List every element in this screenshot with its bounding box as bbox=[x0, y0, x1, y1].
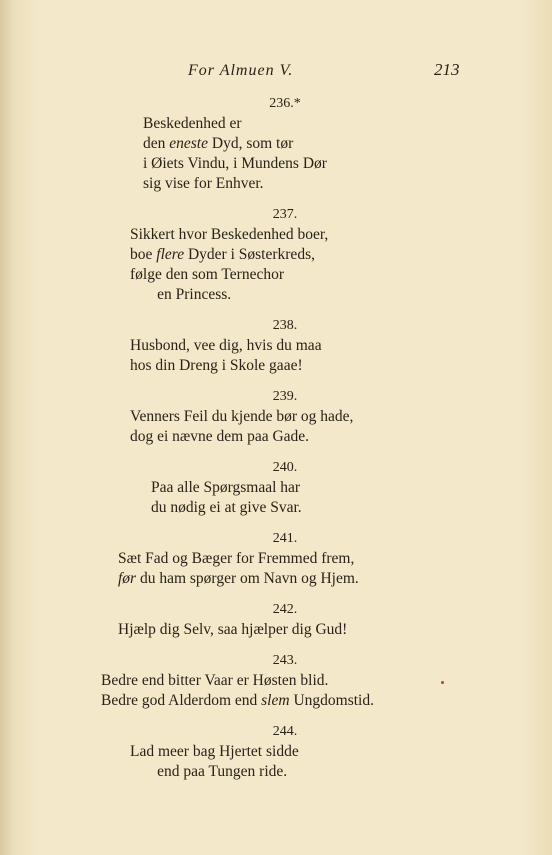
poem-6 bbox=[0, 529, 552, 589]
running-title: For Almuen V. bbox=[188, 62, 294, 79]
poem-line: Beskedenhed er bbox=[143, 115, 242, 132]
poem-3 bbox=[0, 316, 552, 376]
poem-line: Bedre end bitter Vaar er Høsten blid. bbox=[101, 672, 329, 689]
poem-number: 238. bbox=[272, 318, 298, 333]
poem-9 bbox=[0, 722, 552, 782]
page-header bbox=[0, 58, 552, 84]
poem-list bbox=[0, 94, 552, 793]
poem-number: 240. bbox=[272, 460, 298, 475]
poem-8 bbox=[0, 651, 552, 711]
poem-number: 236.* bbox=[269, 96, 301, 111]
poem-1 bbox=[0, 94, 552, 194]
poem-line: dog ei nævne dem paa Gade. bbox=[130, 428, 310, 445]
poem-line: Sikkert hvor Beskedenhed boer, bbox=[130, 226, 329, 243]
poem-line: en Princess. bbox=[130, 286, 232, 303]
poem-line: Venners Feil du kjende bør og hade, bbox=[130, 408, 354, 425]
poem-number: 237. bbox=[272, 207, 298, 222]
poem-line: Husbond, vee dig, hvis du maa bbox=[130, 337, 322, 354]
poem-line: følge den som Ternechor bbox=[130, 266, 285, 283]
poem-line: Lad meer bag Hjertet sidde bbox=[130, 743, 299, 760]
poem-number: 244. bbox=[272, 724, 298, 739]
poem-5 bbox=[0, 458, 552, 518]
poem-line: end paa Tungen ride. bbox=[130, 763, 288, 780]
poem-number: 241. bbox=[272, 531, 298, 546]
poem-line: sig vise for Enhver. bbox=[143, 175, 264, 192]
poem-line: i Øiets Vindu, i Mundens Dør bbox=[143, 155, 327, 172]
poem-line: den eneste Dyd, som tør bbox=[143, 135, 294, 152]
poem-line: boe flere Dyder i Søsterkreds, bbox=[130, 246, 315, 263]
poem-7 bbox=[0, 600, 552, 640]
poem-line: hos din Dreng i Skole gaae! bbox=[130, 357, 303, 374]
poem-line: du nødig ei at give Svar. bbox=[151, 499, 302, 516]
poem-number: 243. bbox=[272, 653, 298, 668]
page-number: 213 bbox=[434, 60, 460, 79]
poem-line: Hjælp dig Selv, saa hjælper dig Gud! bbox=[118, 621, 348, 638]
poem-line: Sæt Fad og Bæger for Fremmed frem, bbox=[118, 550, 355, 567]
poem-4 bbox=[0, 387, 552, 447]
poem-number: 242. bbox=[272, 602, 298, 617]
poem-2 bbox=[0, 205, 552, 305]
poem-line: før du ham spørger om Navn og Hjem. bbox=[118, 570, 359, 587]
ink-speck bbox=[441, 681, 444, 684]
poem-line: Bedre god Alderdom end slem Ungdomstid. bbox=[101, 692, 374, 709]
poem-number: 239. bbox=[272, 389, 298, 404]
poem-line: Paa alle Spørgsmaal har bbox=[151, 479, 301, 496]
